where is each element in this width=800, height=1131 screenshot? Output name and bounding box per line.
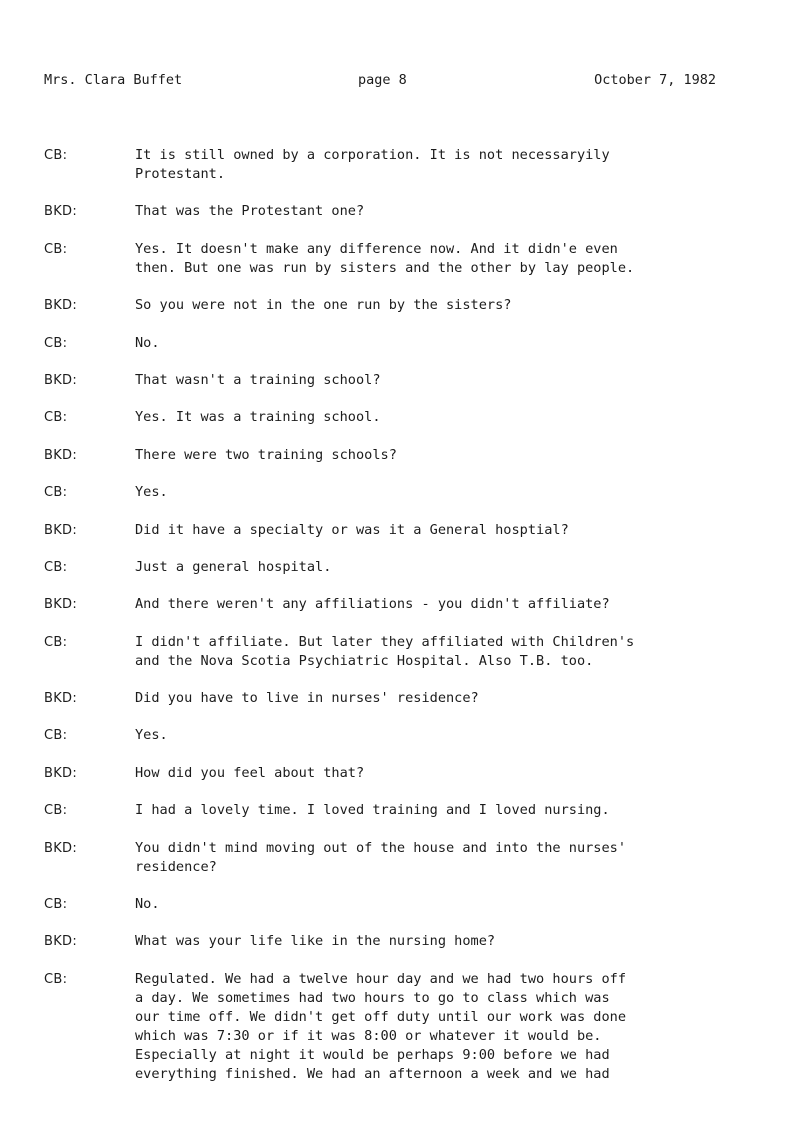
speaker-label: CB: [44, 897, 68, 913]
speaker-label: CB: [44, 485, 68, 501]
utterance-text: I didn't affiliate. But later they affiliated with Children's and the Nova Scotia Psychiatric Hospital. Also T.B. too. [135, 633, 635, 669]
page-number: page 8 [358, 72, 407, 88]
speaker-label: CB: [44, 634, 68, 650]
utterance-text: That was the Protestant one? [135, 203, 365, 220]
speaker-label: CB: [44, 803, 68, 819]
transcript-entry [44, 895, 734, 914]
utterance-text: Yes. It doesn't make any difference now. And it didn'e even then. But one was run by sisters and the other by lay people. [135, 240, 635, 276]
transcript-entry [44, 408, 734, 427]
transcript-entry [44, 558, 734, 577]
transcript-entry [44, 839, 734, 877]
speaker-label: BKD: [44, 522, 78, 538]
transcript-entry [44, 521, 734, 540]
utterance-text: Yes. It was a training school. [135, 409, 381, 426]
transcript-entry [44, 633, 734, 671]
speaker-label: CB: [44, 241, 68, 257]
interview-date: October 7, 1982 [594, 72, 716, 88]
utterance-text: No. [135, 896, 160, 913]
transcript-entry [44, 371, 734, 390]
speaker-label: BKD: [44, 934, 78, 950]
utterance-text: That wasn't a training school? [135, 371, 381, 388]
speaker-label: BKD: [44, 447, 78, 463]
speaker-label: CB: [44, 148, 68, 163]
speaker-label: BKD: [44, 597, 78, 613]
transcript-entry [44, 334, 734, 353]
utterance-text: Regulated. We had a twelve hour day and we had two hours off a day. We sometimes had two hours to go to class which was our time off. We didn't get off duty until our work was done which was 7:30 or if it was 8:00 or whatever it would be. Especially at night it would be perhaps 9:00 before we had everything finished. We had an afternoon a week and we had [135, 970, 627, 1082]
transcript-entry [44, 483, 734, 502]
speaker-label: BKD: [44, 298, 78, 314]
utterance-text: Did it have a specialty or was it a General hosptial? [135, 521, 569, 538]
utterance-text: So you were not in the one run by the sisters? [135, 297, 512, 314]
transcript-entry [44, 801, 734, 820]
utterance-text: There were two training schools? [135, 446, 397, 463]
utterance-text: Yes. [135, 484, 168, 501]
speaker-label: BKD: [44, 204, 78, 220]
speaker-label: BKD: [44, 840, 78, 856]
speaker-label: CB: [44, 728, 68, 744]
interviewee-name: Mrs. Clara Buffet [44, 72, 183, 88]
utterance-text: How did you feel about that? [135, 764, 365, 781]
speaker-label: CB: [44, 410, 68, 426]
utterance-text: Just a general hospital. [135, 558, 332, 575]
transcript-entry [44, 970, 734, 1084]
utterance-text: You didn't mind moving out of the house and into the nurses' residence? [135, 839, 627, 875]
utterance-text: What was your life like in the nursing home? [135, 933, 496, 950]
transcript-entry [44, 726, 734, 745]
speaker-label: BKD: [44, 372, 78, 388]
transcript-entry [44, 146, 734, 184]
transcript-entry [44, 932, 734, 951]
transcript-entry [44, 595, 734, 614]
transcript-entry [44, 296, 734, 315]
speaker-label: CB: [44, 971, 68, 987]
utterance-text: Did you have to live in nurses' residence? [135, 690, 479, 707]
transcript-entry [44, 689, 734, 708]
utterance-text: It is still owned by a corporation. It is not necessaryily Protestant. [135, 147, 610, 182]
speaker-label: BKD: [44, 691, 78, 707]
utterance-text: And there weren't any affiliations - you didn't affiliate? [135, 596, 610, 613]
transcript-entry [44, 202, 734, 221]
transcript [44, 146, 734, 1102]
speaker-label: BKD: [44, 765, 78, 781]
transcript-entry [44, 446, 734, 465]
page-header [44, 72, 716, 92]
speaker-label: CB: [44, 559, 68, 575]
utterance-text: I had a lovely time. I loved training and I loved nursing. [135, 802, 610, 819]
utterance-text: Yes. [135, 727, 168, 744]
utterance-text: No. [135, 334, 160, 351]
transcript-entry [44, 240, 734, 278]
speaker-label: CB: [44, 335, 68, 351]
transcript-entry [44, 764, 734, 783]
